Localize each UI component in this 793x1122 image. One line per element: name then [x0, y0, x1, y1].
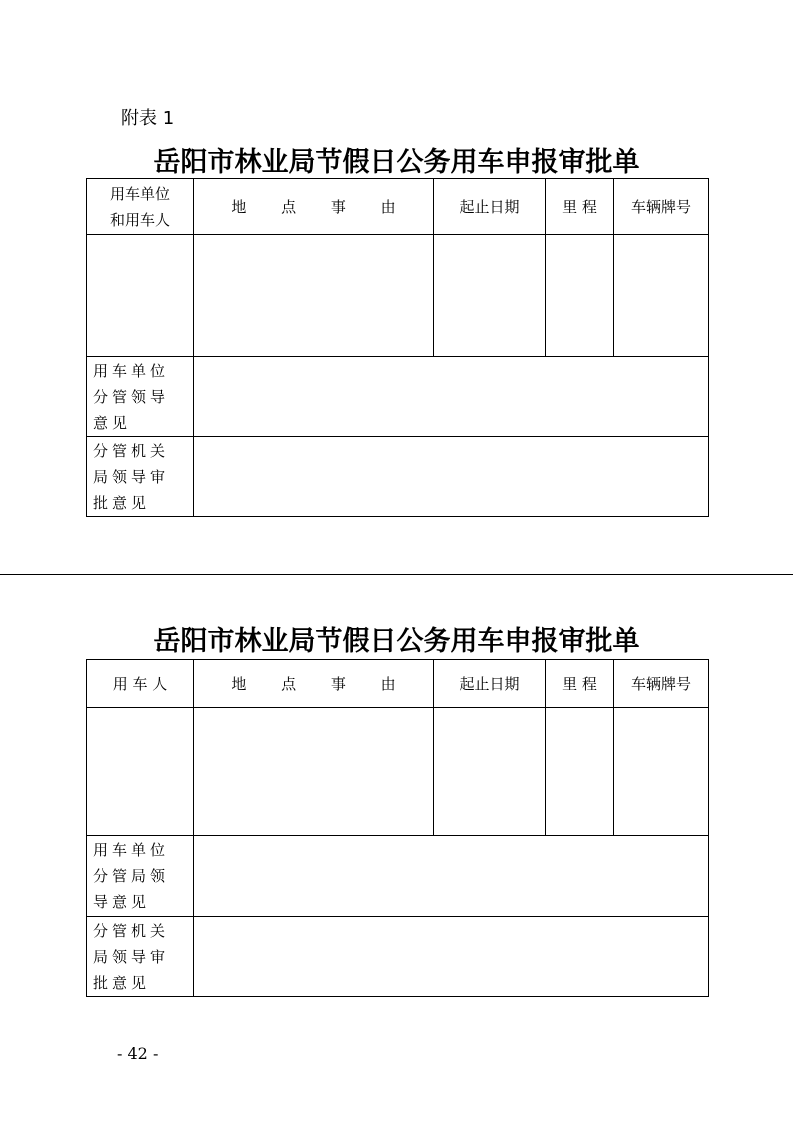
page-divider — [0, 574, 793, 575]
form1-header-mileage: 里 程 — [546, 179, 614, 235]
form2-header-applicant: 用 车 人 — [87, 660, 194, 708]
form1-label-bureau-leader: 分管机关局领导审批意见 — [87, 437, 194, 517]
form2-header-place-char-1: 地 — [231, 675, 247, 693]
form1-cell-plate[interactable] — [614, 235, 709, 357]
form2-header-place-char-4: 由 — [380, 675, 396, 693]
form2-header-mileage: 里 程 — [546, 660, 614, 708]
form1-cell-place[interactable] — [194, 235, 434, 357]
form1-cell-unit-leader-opinion[interactable] — [194, 357, 709, 437]
form1-header-place-char-1: 地 — [231, 198, 247, 216]
form1-cell-bureau-leader-opinion[interactable] — [194, 437, 709, 517]
form2-header-place — [194, 660, 434, 708]
form2-title: 岳阳市林业局节假日公务用车申报审批单 — [153, 626, 640, 657]
form1-cell-applicant[interactable] — [87, 235, 194, 357]
form1-header-place-char-4: 由 — [380, 198, 396, 216]
form2-header-dates: 起止日期 — [434, 660, 546, 708]
form2-cell-mileage[interactable] — [546, 708, 614, 836]
form2-header-place-char-2: 点 — [281, 675, 297, 693]
form2-cell-dates[interactable] — [434, 708, 546, 836]
form2-label-bureau-leader: 分管机关局领导审批意见 — [87, 917, 194, 997]
form1-header-dates: 起止日期 — [434, 179, 546, 235]
form2-cell-unit-leader-opinion[interactable] — [194, 836, 709, 917]
form2-cell-bureau-leader-opinion[interactable] — [194, 917, 709, 997]
form2-cell-applicant[interactable] — [87, 708, 194, 836]
form1-header-plate: 车辆牌号 — [614, 179, 709, 235]
form1-cell-mileage[interactable] — [546, 235, 614, 357]
form1-header-applicant: 用车单位和用车人 — [87, 179, 194, 235]
form1-header-place-char-3: 事 — [330, 198, 346, 216]
form1-table — [86, 178, 709, 517]
form1-header-place-char-2: 点 — [281, 198, 297, 216]
form2-header-place-char-3: 事 — [330, 675, 346, 693]
form2-table — [86, 659, 709, 997]
form2-cell-plate[interactable] — [614, 708, 709, 836]
form1-header-place — [194, 179, 434, 235]
form2-label-unit-leader: 用车单位分管局领导意见 — [87, 836, 194, 917]
form2-header-plate: 车辆牌号 — [614, 660, 709, 708]
annex-label: 附表 1 — [121, 108, 175, 129]
page-number: - 42 - — [117, 1044, 159, 1063]
form1-label-unit-leader: 用车单位分管领导意见 — [87, 357, 194, 437]
form2-cell-place[interactable] — [194, 708, 434, 836]
form1-title: 岳阳市林业局节假日公务用车申报审批单 — [153, 147, 640, 178]
form1-cell-dates[interactable] — [434, 235, 546, 357]
